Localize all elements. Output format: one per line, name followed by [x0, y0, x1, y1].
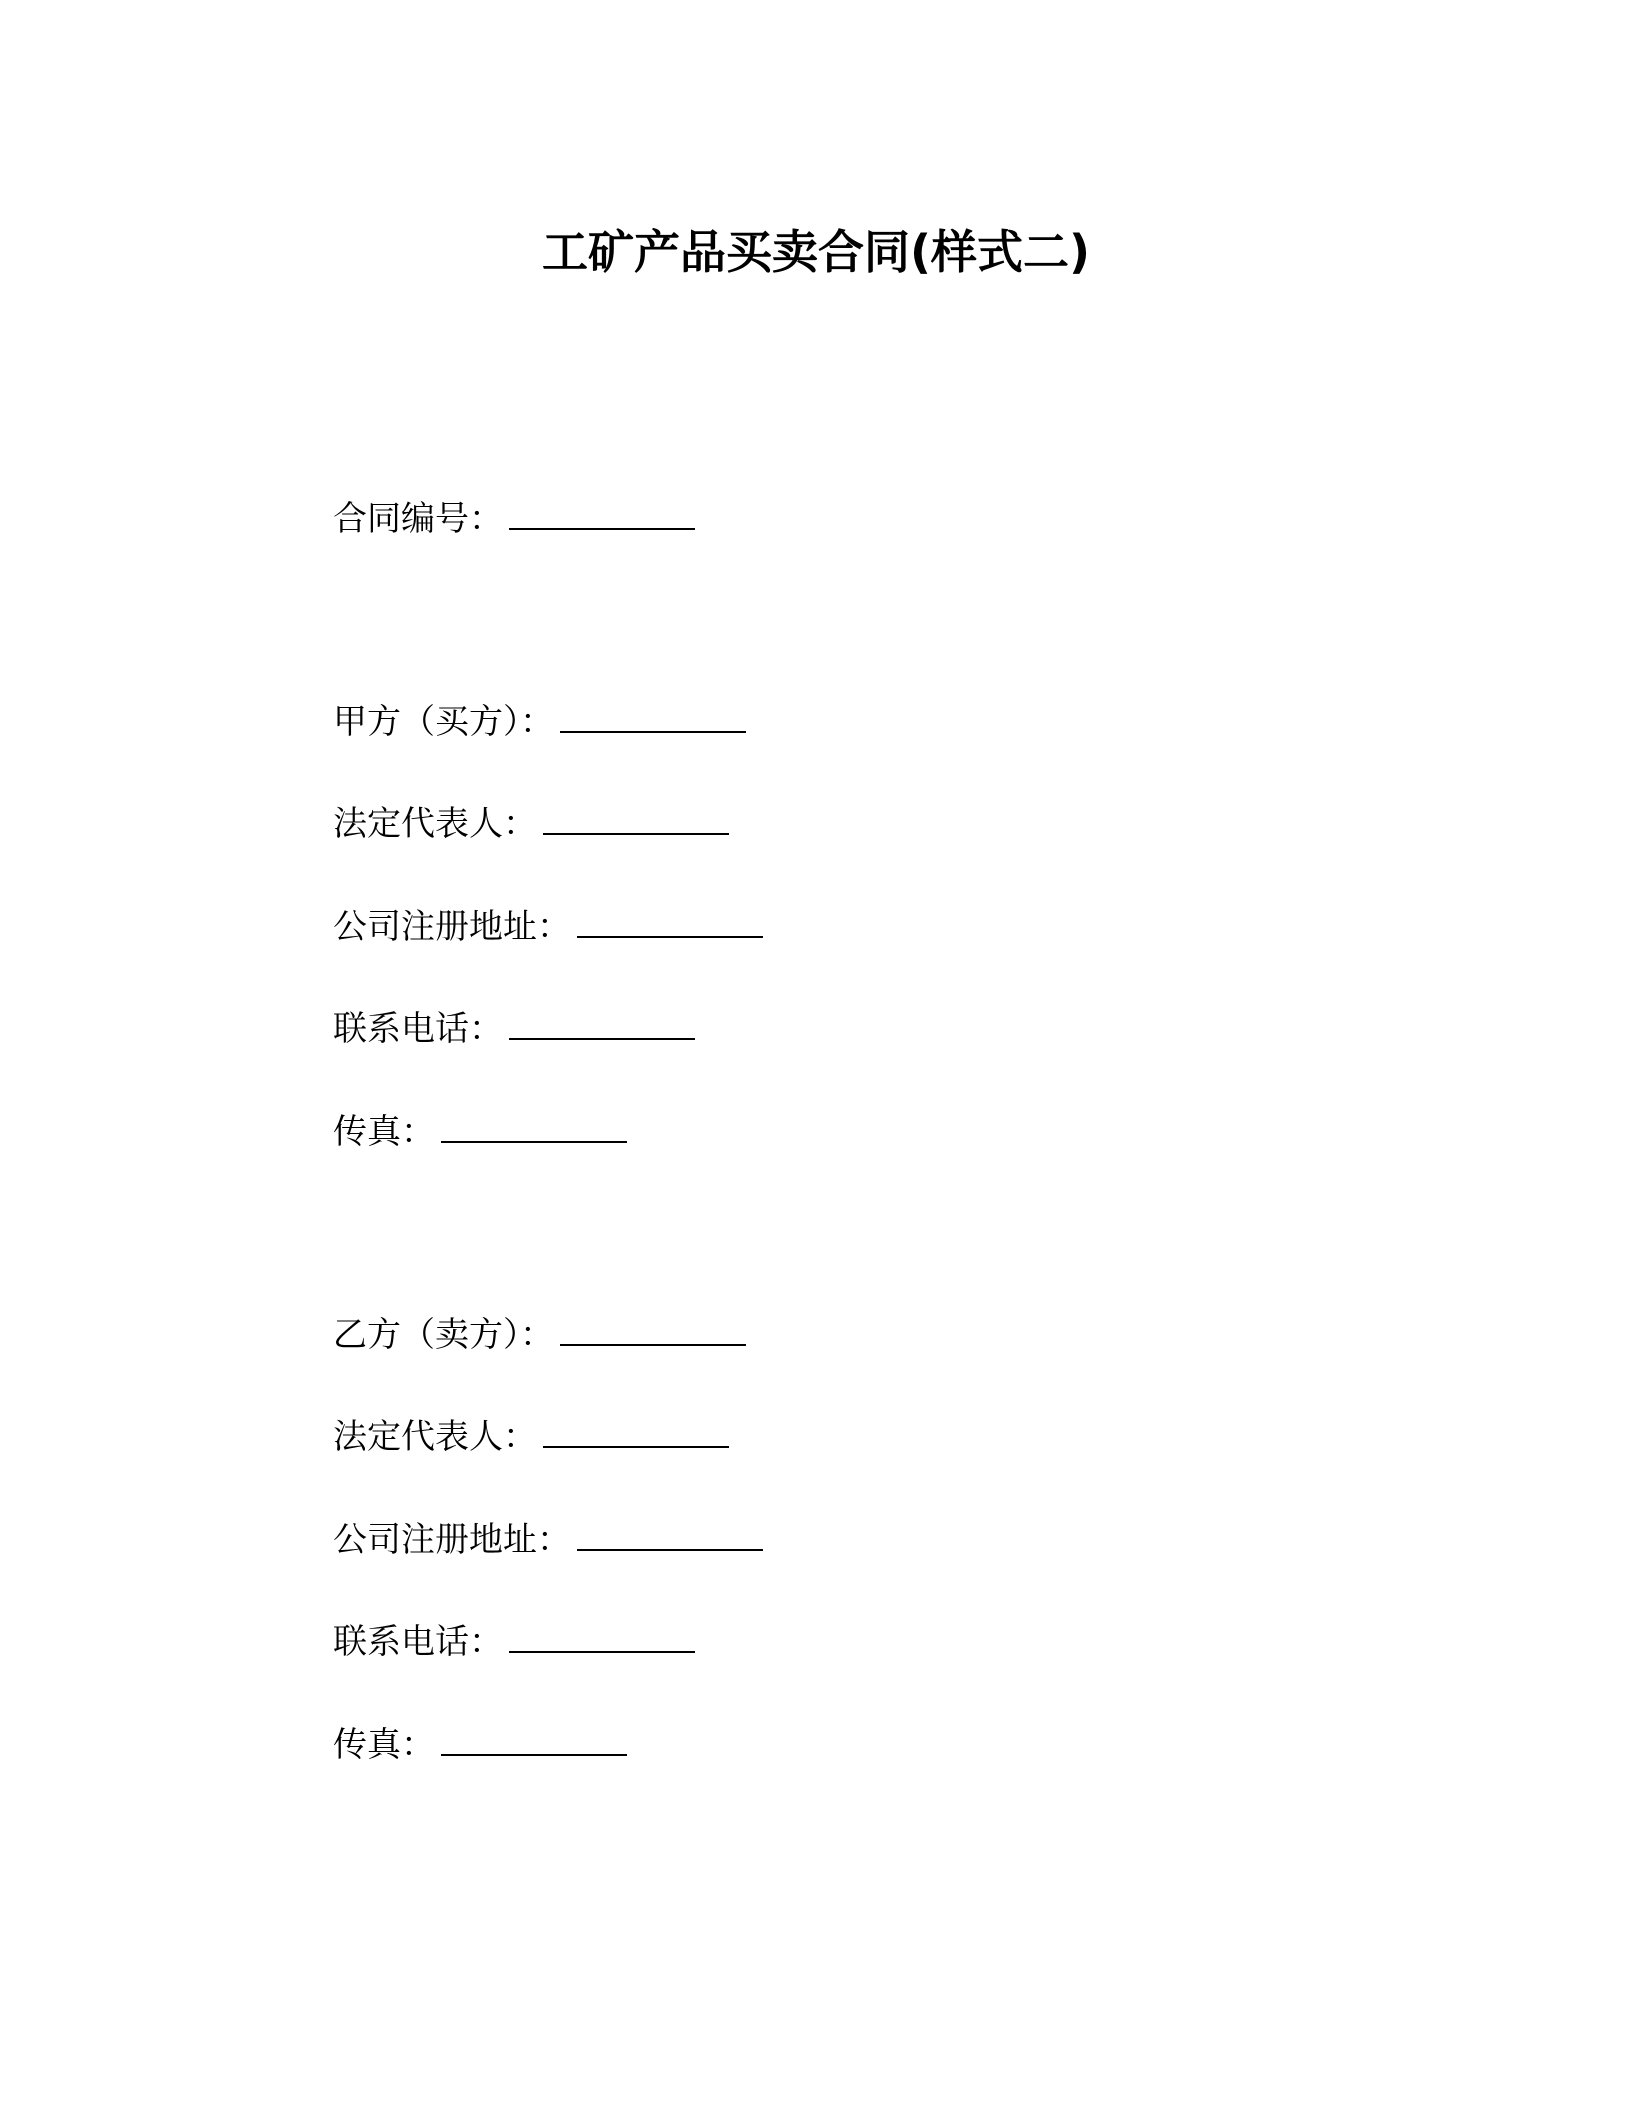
party-b-address-blank — [577, 1515, 763, 1551]
party-b-name-field — [333, 1310, 746, 1359]
party-a-fax-blank — [441, 1107, 627, 1143]
document-title: 工矿产品买卖合同(样式二) — [541, 225, 1091, 279]
party-b-address-label: 公司注册地址： — [333, 1520, 571, 1560]
party-a-phone-field — [333, 1004, 695, 1053]
party-a-name-label: 甲方（买方）： — [333, 702, 554, 742]
party-a-name-blank — [560, 697, 746, 733]
party-a-phone-label: 联系电话： — [333, 1009, 503, 1049]
party-b-address-field — [333, 1515, 763, 1564]
party-a-address-label: 公司注册地址： — [333, 907, 571, 947]
party-a-representative-label: 法定代表人： — [333, 804, 537, 844]
party-b-representative-field — [333, 1412, 729, 1461]
party-a-phone-blank — [509, 1004, 695, 1040]
party-b-representative-blank — [543, 1412, 729, 1448]
party-b-representative-label: 法定代表人： — [333, 1417, 537, 1457]
contract-number-field — [333, 494, 695, 543]
party-b-phone-blank — [509, 1617, 695, 1653]
party-b-phone-label: 联系电话： — [333, 1622, 503, 1662]
party-a-fax-label: 传真： — [333, 1112, 435, 1152]
party-a-address-blank — [577, 902, 763, 938]
party-a-address-field — [333, 902, 763, 951]
contract-number-blank — [509, 494, 695, 530]
party-a-representative-field — [333, 799, 729, 848]
party-a-representative-blank — [543, 799, 729, 835]
party-b-fax-field — [333, 1720, 627, 1769]
party-b-phone-field — [333, 1617, 695, 1666]
contract-number-label: 合同编号： — [333, 499, 503, 539]
party-b-name-blank — [560, 1310, 746, 1346]
party-a-fax-field — [333, 1107, 627, 1156]
party-b-fax-label: 传真： — [333, 1725, 435, 1765]
party-b-name-label: 乙方（卖方）： — [333, 1315, 554, 1355]
party-b-fax-blank — [441, 1720, 627, 1756]
party-a-name-field — [333, 697, 746, 746]
